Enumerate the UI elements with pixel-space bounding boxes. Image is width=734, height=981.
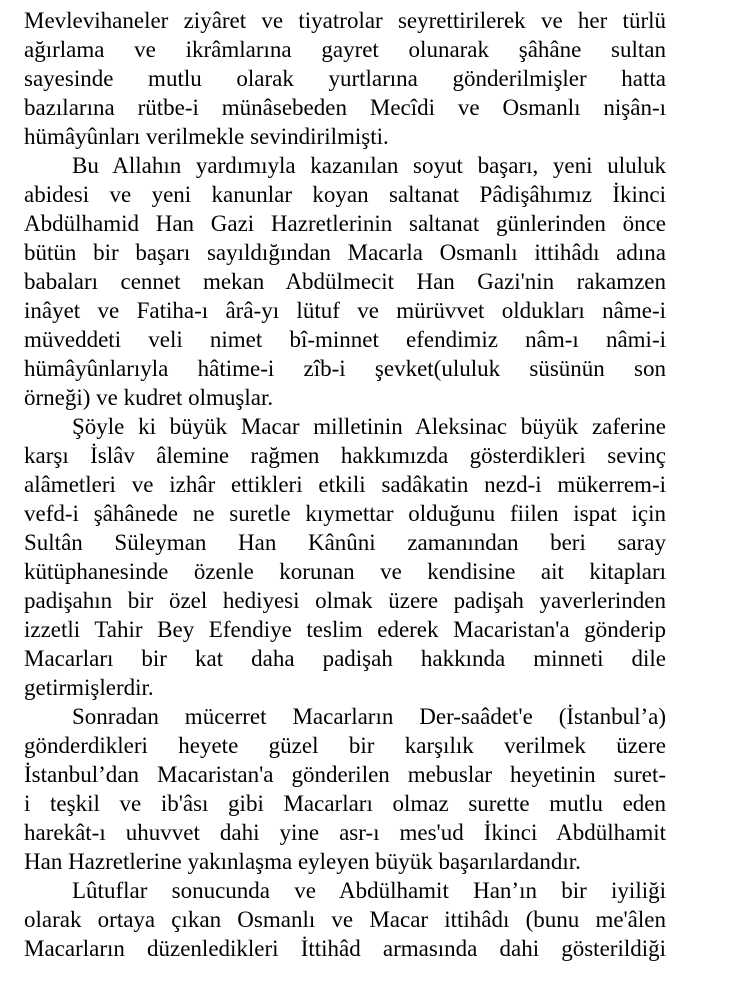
- text-line: Sultân Süleyman Han Kânûni zamanından beri saray: [24, 530, 666, 555]
- text-line: getirmişlerdir.: [24, 675, 154, 700]
- text-line: inâyet ve Fatiha-ı ârâ-yı lütuf ve mürüvvet oldukları nâme-i: [24, 298, 666, 323]
- paragraph-5: [24, 876, 666, 963]
- paragraph-1: [24, 6, 666, 151]
- text-line: bazılarına rütbe-i münâsebeden Mecîdi ve Osmanlı nişân-ı: [24, 95, 666, 120]
- paragraph-4: [24, 702, 666, 876]
- text-line: kütüphanesinde özenle korunan ve kendisine ait kitapları: [24, 559, 666, 584]
- text-line: müveddeti veli nimet bî-minnet efendimiz nâm-ı nâmi-i: [24, 327, 666, 352]
- text-line: ağırlama ve ikrâmlarına gayret olunarak şâhâne sultan: [24, 37, 666, 62]
- text-line: babaları cennet mekan Abdülmecit Han Gazi'nin rakamzen: [24, 269, 666, 294]
- text-line: İstanbul’dan Macaristan'a gönderilen mebuslar heyetinin suret-: [24, 762, 666, 787]
- text-line: Mevlevihaneler ziyâret ve tiyatrolar seyrettirilerek ve her türlü: [24, 8, 666, 33]
- text-line: abidesi ve yeni kanunlar koyan saltanat Pâdişâhımız İkinci: [24, 182, 666, 207]
- text-line: Macarları bir kat daha padişah hakkında minneti dile: [24, 646, 666, 671]
- text-line: Macarların düzenledikleri İttihâd armasında dahi gösterildiği: [24, 936, 666, 961]
- paragraph-2: [24, 151, 666, 412]
- text-line: Sonradan mücerret Macarların Der-saâdet'e (İstanbul’a): [72, 704, 666, 729]
- text-line: Han Hazretlerine yakınlaşma eyleyen büyük başarılardandır.: [24, 849, 581, 874]
- text-line: gönderdikleri heyete güzel bir karşılık verilmek üzere: [24, 733, 666, 758]
- text-line: i teşkil ve ib'âsı gibi Macarları olmaz surette mutlu eden: [24, 791, 666, 816]
- text-line: harekât-ı uhuvvet dahi yine asr-ı mes'ud İkinci Abdülhamit: [24, 820, 666, 845]
- text-line: hümâyûnlarıyla hâtime-i zîb-i şevket(ululuk süsünün son: [24, 356, 666, 381]
- text-line: sayesinde mutlu olarak yurtlarına gönderilmişler hatta: [24, 66, 666, 91]
- text-line: bütün bir başarı sayıldığından Macarla Osmanlı ittihâdı adına: [24, 240, 666, 265]
- text-line: vefd-i şâhânede ne suretle kıymettar olduğunu fiilen ispat için: [24, 501, 666, 526]
- text-line: hümâyûnları verilmekle sevindirilmişti.: [24, 124, 389, 149]
- text-line: padişahın bir özel hediyesi olmak üzere padişah yaverlerinden: [24, 588, 666, 613]
- text-line: alâmetleri ve izhâr ettikleri etkili sadâkatin nezd-i mükerrem-i: [24, 472, 666, 497]
- text-line: karşı İslâv âlemine rağmen hakkımızda gösterdikleri sevinç: [24, 443, 666, 468]
- text-line: Abdülhamid Han Gazi Hazretlerinin saltanat günlerinden önce: [24, 211, 666, 236]
- document-page: [24, 6, 666, 963]
- text-line: olarak ortaya çıkan Osmanlı ve Macar ittihâdı (bunu me'âlen: [24, 907, 666, 932]
- paragraph-3: [24, 412, 666, 702]
- text-line: Lûtuflar sonucunda ve Abdülhamit Han’ın bir iyiliği: [72, 878, 666, 903]
- text-line: Bu Allahın yardımıyla kazanılan soyut başarı, yeni ululuk: [72, 153, 666, 178]
- text-line: Şöyle ki büyük Macar milletinin Aleksinac büyük zaferine: [72, 414, 666, 439]
- text-line: izzetli Tahir Bey Efendiye teslim ederek Macaristan'a gönderip: [24, 617, 666, 642]
- text-line: örneği) ve kudret olmuşlar.: [24, 385, 274, 410]
